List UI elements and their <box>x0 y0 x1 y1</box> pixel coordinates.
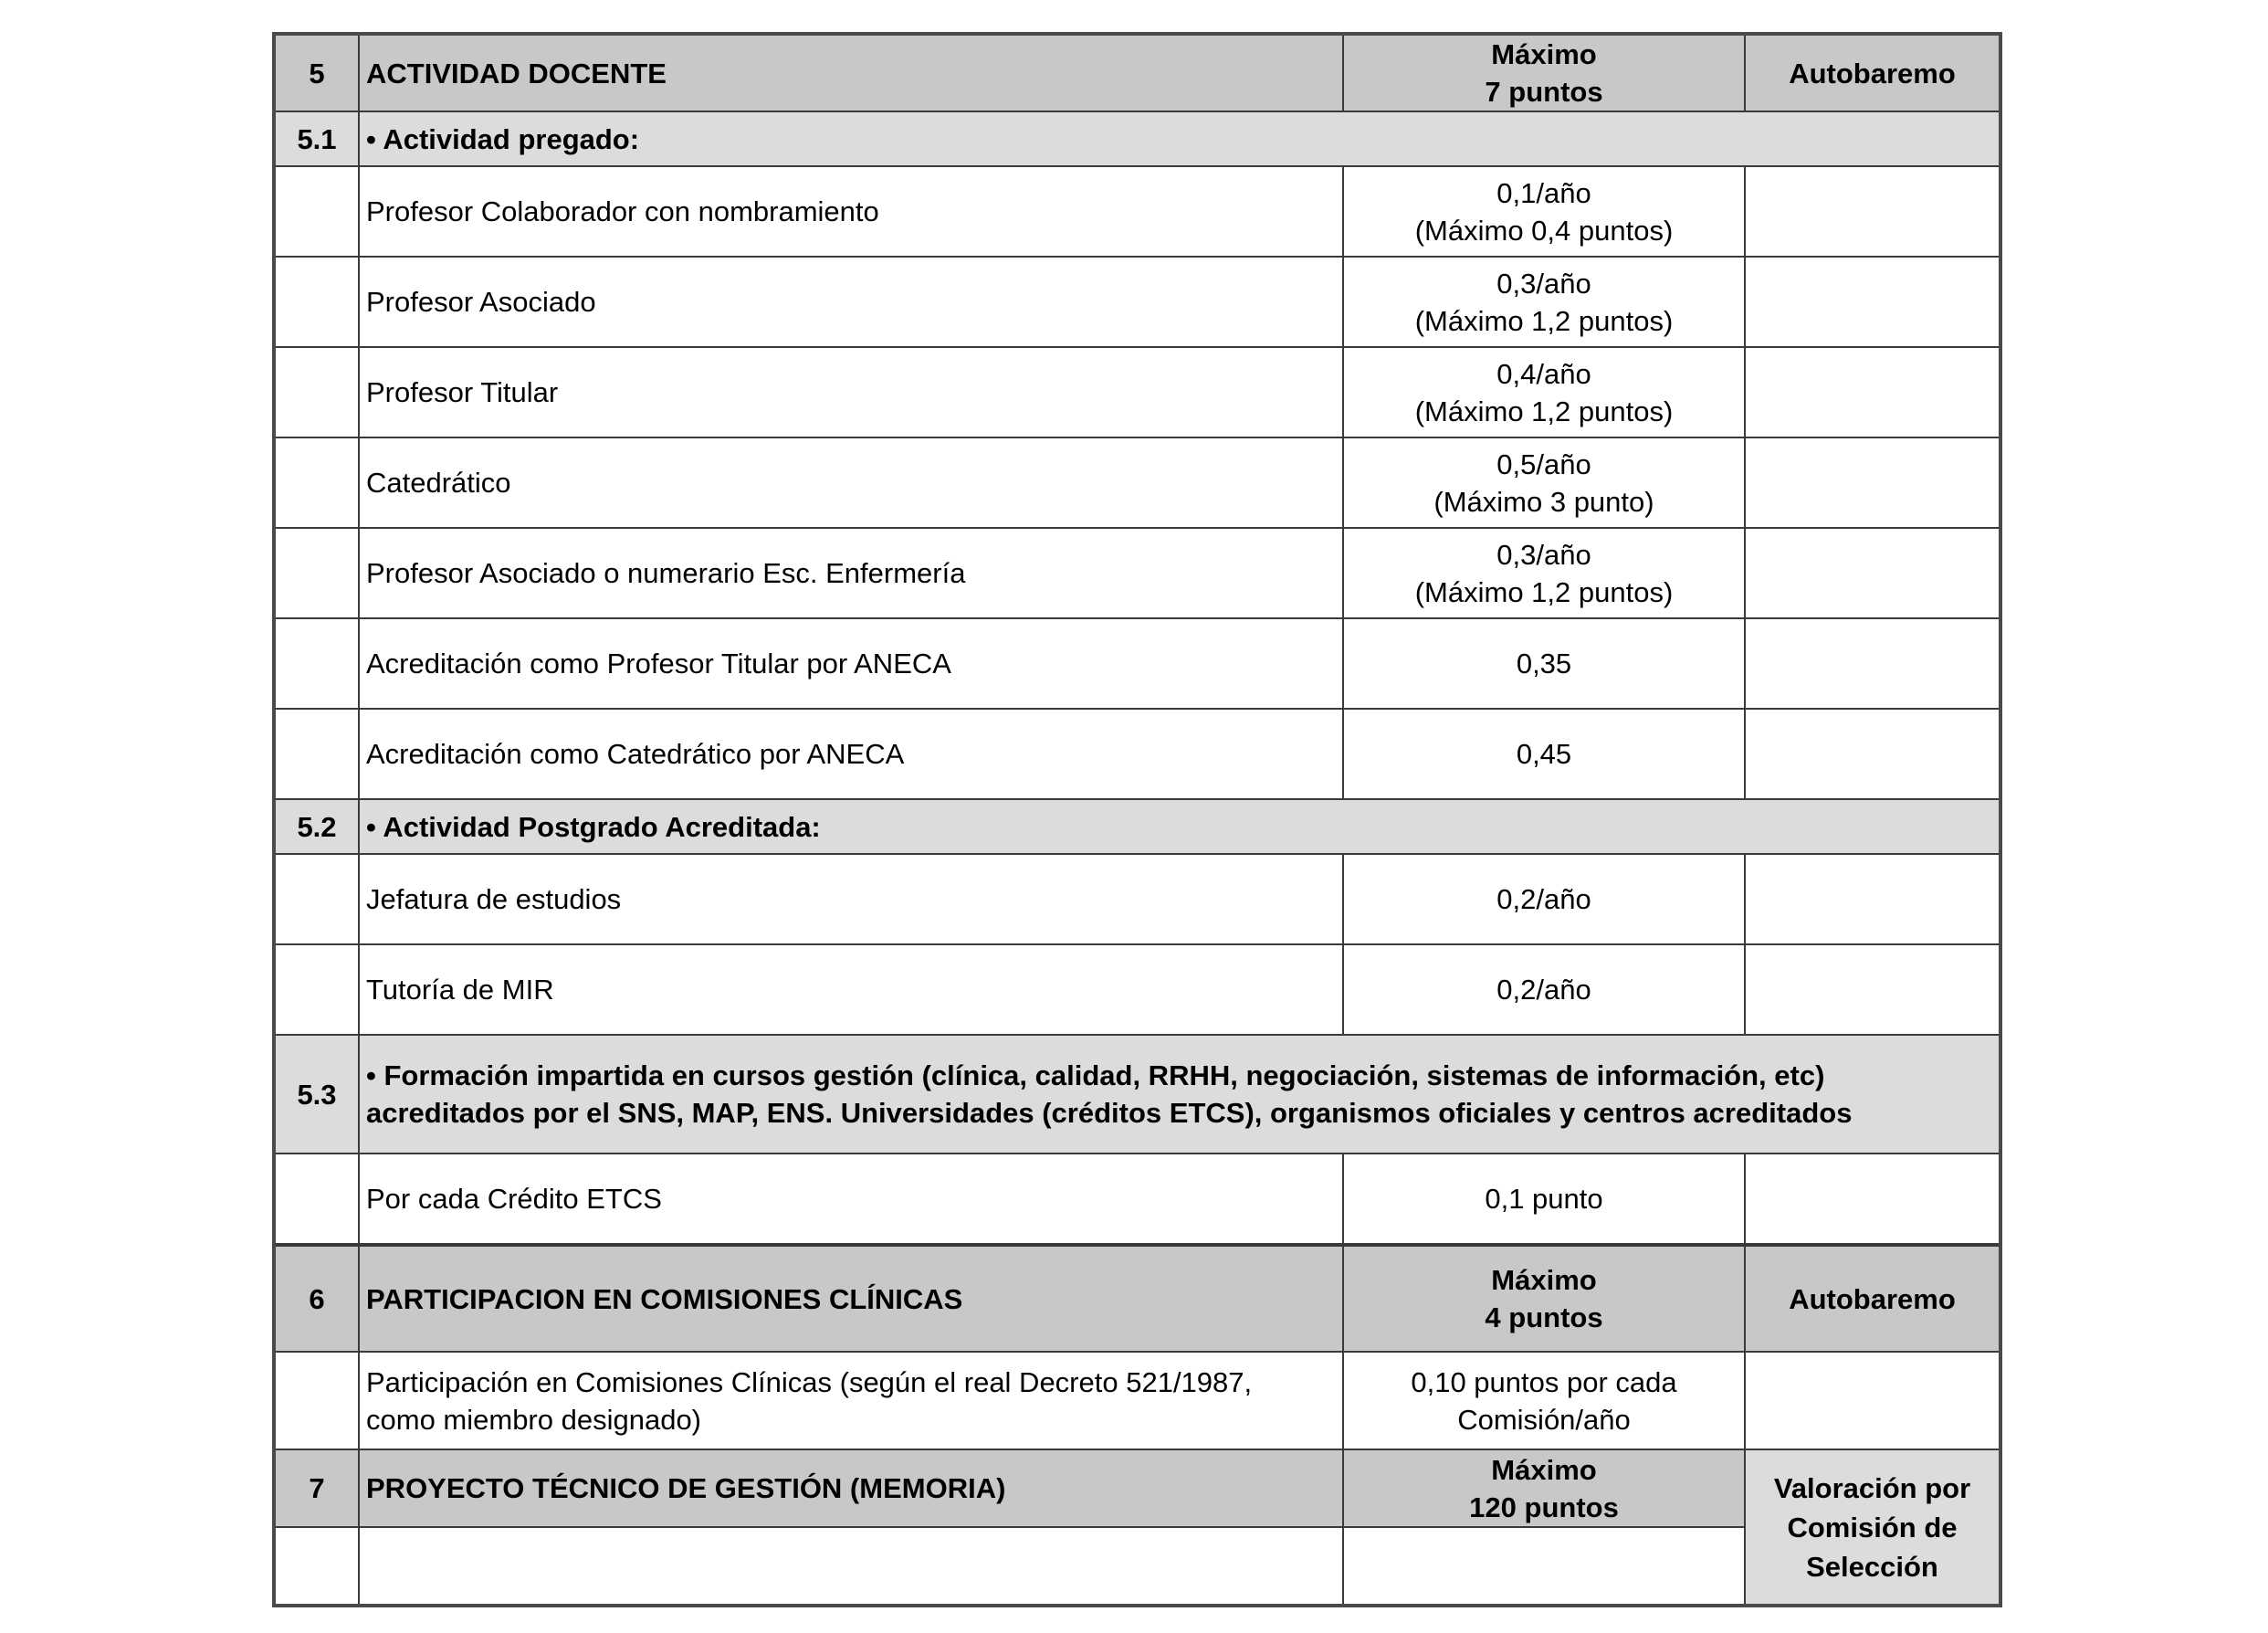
autobaremo-input-cell[interactable] <box>1746 529 1999 619</box>
autobaremo-input-cell[interactable] <box>1746 1154 1999 1245</box>
row-label-text: Profesor Asociado <box>366 286 596 318</box>
row-value <box>1344 348 1746 438</box>
row-value-text: 0,2/año <box>1496 883 1591 915</box>
row-label <box>360 529 1344 619</box>
section-7-title <box>360 1450 1344 1528</box>
section-6-number-text: 6 <box>309 1282 325 1315</box>
section-7-max <box>1344 1450 1746 1528</box>
section-5-title-text: ACTIVIDAD DOCENTE <box>366 57 667 90</box>
autobaremo-input-cell[interactable] <box>1746 348 1999 438</box>
section-7-valoracion-line1: Valoración por <box>1773 1471 1971 1504</box>
row-label <box>360 855 1344 945</box>
row-value-line2: Comisión/año <box>1457 1403 1631 1436</box>
section-7-number-text: 7 <box>309 1472 325 1504</box>
row-value <box>1344 710 1746 800</box>
section-6-autobaremo <box>1746 1245 1999 1353</box>
row-number-cell <box>276 710 360 800</box>
row-label <box>360 1353 1344 1450</box>
row-value <box>1344 529 1746 619</box>
subsection-5-3-title-line2: acreditados por el SNS, MAP, ENS. Universidades (créditos ETCS), organismos oficiales y centros acreditados <box>366 1097 1853 1129</box>
section-6-max <box>1344 1245 1746 1353</box>
section-7-title-text: PROYECTO TÉCNICO DE GESTIÓN (MEMORIA) <box>366 1472 1006 1504</box>
section-6-autobaremo-text: Autobaremo <box>1789 1282 1956 1315</box>
row-number-cell <box>276 258 360 348</box>
row-label-text: Acreditación como Catedrático por ANECA <box>366 738 905 770</box>
row-number-cell <box>276 167 360 258</box>
row-label-line2: como miembro designado) <box>366 1403 702 1436</box>
row-label-text: Catedrático <box>366 467 511 499</box>
row-number-cell <box>276 438 360 529</box>
autobaremo-input-cell[interactable] <box>1746 945 1999 1036</box>
row-label-text: Por cada Crédito ETCS <box>366 1183 662 1215</box>
row-label-text: Profesor Asociado o numerario Esc. Enfermería <box>366 557 966 589</box>
section-7-max-line2: 120 puntos <box>1469 1491 1619 1523</box>
row-number-cell <box>276 1154 360 1245</box>
subsection-5-3-title-line1: • Formación impartida en cursos gestión (clínica, calidad, RRHH, negociación, sistemas de información, etc) <box>366 1059 1825 1091</box>
row-label <box>360 167 1344 258</box>
autobaremo-input-cell[interactable] <box>1746 619 1999 710</box>
subsection-5-1-number-text: 5.1 <box>297 122 337 155</box>
row-number-cell <box>276 1353 360 1450</box>
autobaremo-input-cell[interactable] <box>1746 438 1999 529</box>
row-value-line2: (Máximo 0,4 puntos) <box>1414 214 1674 247</box>
row-label-text: Profesor Titular <box>366 376 559 408</box>
row-number-cell <box>276 945 360 1036</box>
row-value <box>1344 945 1746 1036</box>
section-5-title <box>360 36 1344 112</box>
row-value-line2: (Máximo 3 punto) <box>1433 485 1654 518</box>
section-5-max <box>1344 36 1746 112</box>
autobaremo-input-cell[interactable] <box>1746 710 1999 800</box>
subsection-5-1-title-text: • Actividad pregado: <box>366 122 640 155</box>
section-6-title <box>360 1245 1344 1353</box>
row-value <box>1344 167 1746 258</box>
row-value <box>1344 438 1746 529</box>
row-number-cell <box>276 1528 360 1604</box>
row-value-line2: (Máximo 1,2 puntos) <box>1414 575 1674 608</box>
section-6-title-text: PARTICIPACION EN COMISIONES CLÍNICAS <box>366 1282 963 1315</box>
section-5-number-text: 5 <box>309 57 325 90</box>
subsection-5-2-number <box>276 800 360 855</box>
row-value <box>1344 619 1746 710</box>
memoria-score-cell[interactable] <box>1344 1528 1746 1604</box>
subsection-5-1-number <box>276 112 360 167</box>
autobaremo-input-cell[interactable] <box>1746 1353 1999 1450</box>
row-value <box>1344 1353 1746 1450</box>
section-7-valoracion-line3: Selección <box>1806 1550 1938 1583</box>
subsection-5-2-title <box>360 800 1999 855</box>
row-label-text: Tutoría de MIR <box>366 974 554 1006</box>
row-label <box>360 619 1344 710</box>
row-value <box>1344 855 1746 945</box>
subsection-5-3-title <box>360 1036 1999 1154</box>
row-label <box>360 710 1344 800</box>
row-label <box>360 945 1344 1036</box>
subsection-5-2-number-text: 5.2 <box>297 810 337 843</box>
row-value-line1: 0,3/año <box>1496 538 1591 571</box>
row-label <box>360 1154 1344 1245</box>
row-value <box>1344 258 1746 348</box>
row-value-text: 0,1 punto <box>1485 1183 1603 1215</box>
row-value-line1: 0,10 puntos por cada <box>1411 1365 1677 1398</box>
section-6-max-line2: 4 puntos <box>1485 1301 1603 1333</box>
row-label-text: Profesor Colaborador con nombramiento <box>366 195 879 227</box>
memoria-empty-cell[interactable] <box>360 1528 1344 1604</box>
subsection-5-2-title-text: • Actividad Postgrado Acreditada: <box>366 810 821 843</box>
row-value-line1: 0,3/año <box>1496 267 1591 300</box>
subsection-5-3-number-text: 5.3 <box>297 1078 337 1111</box>
row-value-line1: 0,4/año <box>1496 357 1591 390</box>
section-5-max-line2: 7 puntos <box>1485 76 1603 108</box>
row-value-line1: 0,5/año <box>1496 448 1591 480</box>
section-6-max-line1: Máximo <box>1491 1264 1597 1296</box>
section-6-number <box>276 1245 360 1353</box>
row-value <box>1344 1154 1746 1245</box>
section-7-valoracion <box>1746 1450 1999 1604</box>
scoring-table <box>272 32 2002 1607</box>
row-label-text: Acreditación como Profesor Titular por ANECA <box>366 648 951 680</box>
row-value-line2: (Máximo 1,2 puntos) <box>1414 304 1674 337</box>
section-5-autobaremo-text: Autobaremo <box>1789 57 1956 90</box>
section-5-max-line1: Máximo <box>1491 38 1597 70</box>
row-label-line1: Participación en Comisiones Clínicas (según el real Decreto 521/1987, <box>366 1365 1253 1398</box>
row-number-cell <box>276 619 360 710</box>
row-value-text: 0,35 <box>1516 648 1572 680</box>
section-5-autobaremo <box>1746 36 1999 112</box>
row-number-cell <box>276 348 360 438</box>
row-value-text: 0,45 <box>1516 738 1572 770</box>
row-label <box>360 438 1344 529</box>
autobaremo-input-cell[interactable] <box>1746 167 1999 258</box>
section-7-number <box>276 1450 360 1528</box>
row-label <box>360 348 1344 438</box>
row-number-cell <box>276 855 360 945</box>
section-7-max-line1: Máximo <box>1491 1453 1597 1486</box>
section-5-number <box>276 36 360 112</box>
subsection-5-3-number <box>276 1036 360 1154</box>
subsection-5-1-title <box>360 112 1999 167</box>
row-label-text: Jefatura de estudios <box>366 883 622 915</box>
row-value-text: 0,2/año <box>1496 974 1591 1006</box>
autobaremo-input-cell[interactable] <box>1746 855 1999 945</box>
row-label <box>360 258 1344 348</box>
autobaremo-input-cell[interactable] <box>1746 258 1999 348</box>
row-number-cell <box>276 529 360 619</box>
row-value-line2: (Máximo 1,2 puntos) <box>1414 395 1674 427</box>
section-7-valoracion-line2: Comisión de <box>1787 1511 1958 1543</box>
row-value-line1: 0,1/año <box>1496 176 1591 209</box>
